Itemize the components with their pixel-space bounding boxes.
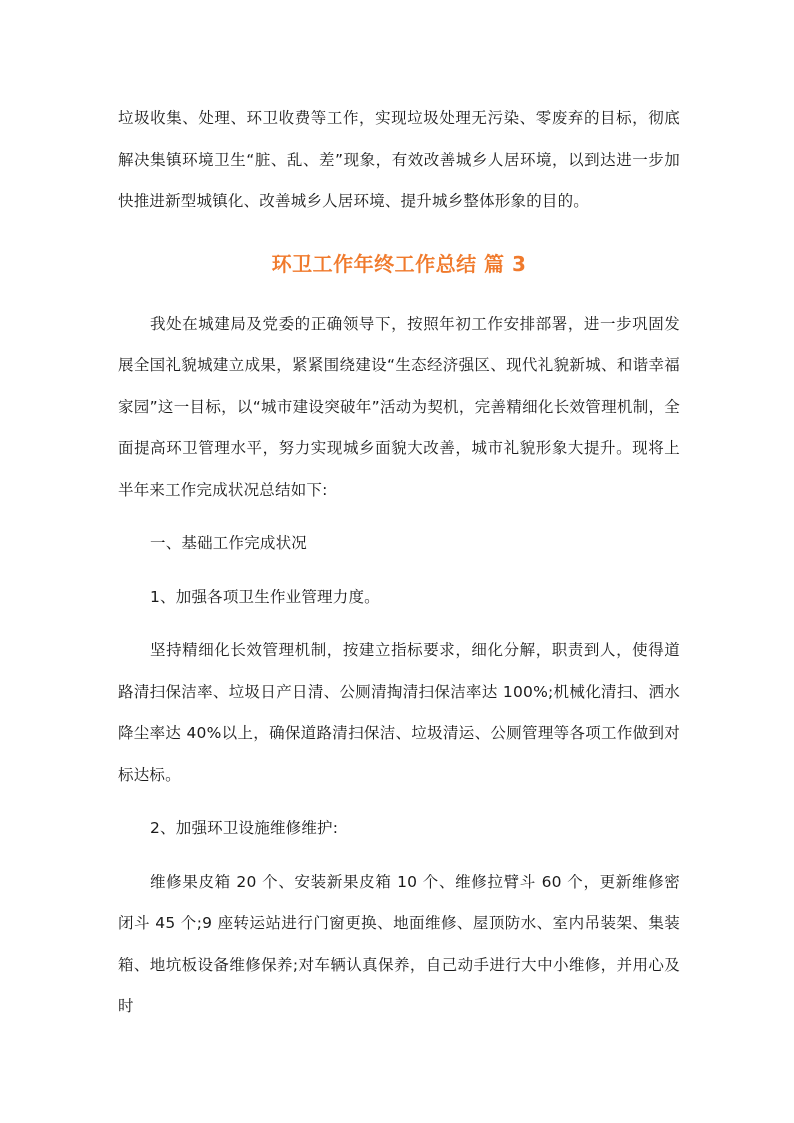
body-paragraph-1: 我处在城建局及党委的正确领导下，按照年初工作安排部署，进一步巩固发展全国礼貌城建立成果，紧紧围绕建设“生态经济强区、现代礼貌新城、和谐幸福家园”这一目标，以“城市建设突破年”活动为契机，完善精细化长效管理机制，全面提高环卫管理水平，努力实现城乡面貌大改善，城市礼貌形象大提升。现将上半年来工作完成状况总结如下:: [118, 314, 680, 499]
intro-paragraph: 垃圾收集、处理、环卫收费等工作，实现垃圾处理无污染、零废弃的目标，彻底解决集镇环境卫生“脏、乱、差”现象，有效改善城乡人居环境，以到达进一步加快推进新型城镇化、改善城乡人居环境、提升城乡整体形象的目的。: [118, 109, 680, 210]
section-title: 环卫工作年终工作总结 篇 3: [271, 251, 527, 276]
section-heading-1: 一、基础工作完成状况: [150, 534, 308, 552]
document-page: [118, 98, 680, 1028]
body-paragraph-2: 坚持精细化长效管理机制，按建立指标要求，细化分解，职责到人，使得道路清扫保洁率、垃圾日产日清、公厕清掏清扫保洁率达 100%;机械化清扫、洒水降尘率达 40%以上，确保道路清扫保洁、垃圾清运、公厕管理等各项工作做到对标达标。: [118, 641, 680, 784]
subheading-1: 1、加强各项卫生作业管理力度。: [150, 587, 380, 606]
body-paragraph-3: 维修果皮箱 20 个、安装新果皮箱 10 个、维修拉臂斗 60 个，更新维修密闭斗 45 个;9 座转运站进行门窗更换、地面维修、屋顶防水、室内吊装架、集装箱、地坑板设备维修保养;对车辆认真保养，自己动手进行大中小维修，并用心及时: [118, 872, 680, 1015]
subheading-2: 2、加强环卫设施维修维护:: [150, 819, 339, 837]
